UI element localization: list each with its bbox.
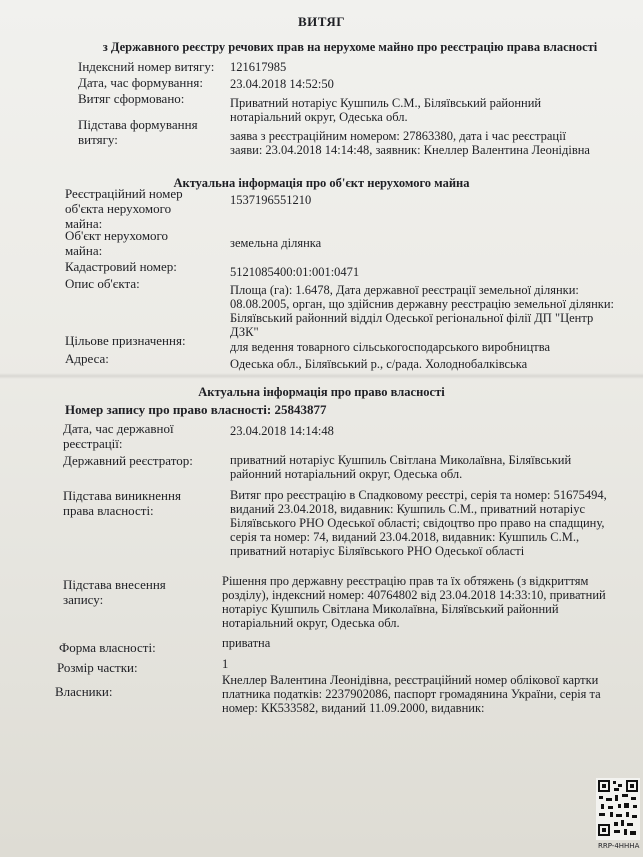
state-registrar-value: приватний нотаріус Кушпиль Світлана Миколаївна, Біляївський районний нотаріальний округ, Одеська обл. [230, 453, 572, 481]
owners-value: Кнеллер Валентина Леонідівна, реєстраційний номер облікової картки платника податків: 2237902086, паспорт громадянина України, серія та номер: КК533582, виданий 11.09.2000, видавник: [222, 673, 601, 715]
ownership-form-label: Форма власності: [59, 640, 156, 655]
registration-number-value: 1537196551210 [230, 193, 312, 207]
formation-basis-value: заява з реєстраційним номером: 27863380, дата і час реєстрації заяви: 23.04.2018 14:14:48, заявник: Кнеллер Валентина Леонідівна [230, 129, 590, 157]
ownership-form-value: приватна [222, 636, 271, 650]
property-object-value: земельна ділянка [230, 236, 322, 250]
address-label: Адреса: [65, 351, 109, 366]
qr-caption: RRP-4HHHA [598, 842, 640, 850]
object-description-value: Площа (га): 1.6478, Дата державної реєстрації земельної ділянки: 08.08.2005, орган, що здійснив державну реєстрацію земельної ділянки: Біляївський районний відділ Одеської регіональної філії ДП "Центр ДЗК" [230, 283, 615, 339]
cadastral-number-label: Кадастровий номер: [65, 259, 177, 274]
ownership-basis-value: Витяг про реєстрацію в Спадковому реєстрі, серія та номер: 51675494, виданий 23.04.2018, видавник: Кушпиль С.М., приватний нотаріус Біляївського РНО Одеської області; свідоцтво про право на спадщину, серія та номер: 74, виданий 23.04.2018, видавник: Кушпиль С.М., приватний нотаріус Біляївського РНО Одеської області [230, 488, 607, 558]
state-registrar-label: Державний реєстратор: [63, 453, 193, 468]
extract-index-value: 121617985 [230, 60, 287, 74]
registration-number-label: Реєстраційний номер об'єкта нерухомого майна: [65, 186, 183, 231]
entry-basis-value: Рішення про державну реєстрацію прав та їх обтяжень (з відкриттям розділу), індексний номер: 40764802 від 23.04.2018 14:33:10, приватний нотаріус Кушпиль Світлана Миколаївна, Біляївський районний нотаріальний округ, Одеська обл. [222, 574, 606, 630]
share-size-value: 1 [222, 657, 229, 671]
extract-index-label: Індексний номер витягу: [78, 59, 215, 74]
property-object-label: Об'єкт нерухомого майна: [65, 228, 169, 258]
qr-code [596, 778, 640, 840]
share-size-label: Розмір частки: [57, 660, 138, 675]
formation-date-value: 23.04.2018 14:52:50 [230, 77, 334, 91]
document-subtitle: з Державного реєстру речових прав на нерухоме майно про реєстрацію права власності [102, 40, 598, 54]
owners-label: Власники: [55, 684, 113, 699]
registration-date-label: Дата, час державної реєстрації: [63, 421, 174, 451]
ownership-basis-label: Підстава виникнення права власності: [63, 488, 181, 518]
document-title: ВИТЯГ [297, 14, 346, 29]
entry-basis-label: Підстава внесення запису: [63, 577, 166, 607]
page-fold [0, 373, 643, 379]
ownership-section-title: Актуальна інформація про право власності [198, 385, 445, 399]
registration-date-value: 23.04.2018 14:14:48 [230, 424, 334, 438]
cadastral-number-value: 5121085400:01:001:0471 [230, 265, 360, 279]
object-section-title: Актуальна інформація про об'єкт нерухомого майна [173, 176, 470, 190]
formed-by-value: Приватний нотаріус Кушпиль С.М., Біляївський районний нотаріальний округ, Одеська обл. [230, 96, 542, 124]
formation-date-label: Дата, час формування: [78, 75, 203, 90]
ownership-record-number: Номер запису про право власності: 25843877 [65, 402, 327, 417]
address-value: Одеська обл., Біляївський р., с/рада. Холоднобалківська [230, 357, 528, 371]
object-description-label: Опис об'єкта: [65, 276, 140, 291]
purpose-label: Цільове призначення: [65, 333, 186, 348]
formation-basis-label: Підстава формування витягу: [78, 117, 198, 147]
formed-by-label: Витяг сформовано: [78, 91, 185, 106]
purpose-value: для ведення товарного сільськогосподарського виробництва [230, 340, 551, 354]
